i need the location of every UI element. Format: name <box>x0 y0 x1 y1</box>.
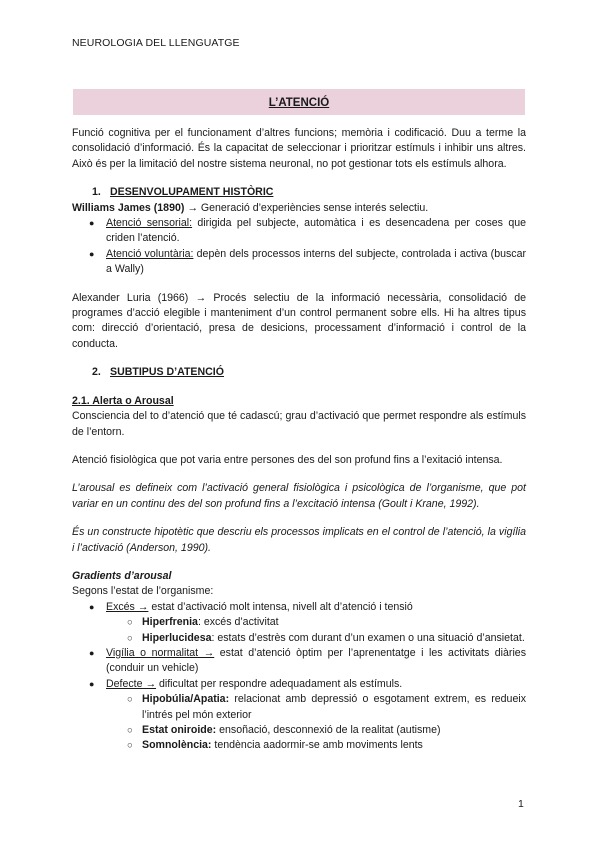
luria-paragraph: Alexander Luria (1966) → Procés selectiu de la informació necessària, consolidació de programes d’acció elegible i manteniment d’un control permanent sobre ells. Hi ha altres tipus com: direcció d’orientació, presa de desicions, processament d’informació i control de la conducta. <box>72 291 526 350</box>
circle-bullet-icon: ○ <box>127 725 133 736</box>
sub-term: Hiperlucidesa <box>142 631 212 644</box>
level-term: Defecte → <box>106 677 157 690</box>
content <box>72 126 526 754</box>
sub-list-item <box>72 738 526 753</box>
bullet-icon: ● <box>89 647 95 658</box>
quote-anderson: És un constructe hipotètic que descriu els processos implicats en el control de l’atenció, la vigília i l’activació (Anderson, 1990). <box>72 526 526 554</box>
page-title: L’ATENCIÓ <box>268 97 330 109</box>
sub-text: tendència aadormir-se amb moviments lents <box>211 739 423 752</box>
running-header: NEUROLOGIA DEL LLENGUATGE <box>72 37 240 49</box>
arousal-definition: Consciencia del to d’atenció que té cadascú; grau d’activació que permet respondre als estímuls de l’entorn. <box>72 410 526 438</box>
sub-list-item <box>72 615 526 630</box>
sub-term: Hipobúlia/Apatia: <box>142 693 230 706</box>
section-1-title: DESENVOLUPAMENT HISTÒRIC <box>110 186 274 199</box>
list-item <box>72 600 526 615</box>
section-1-number: 1. <box>92 186 101 199</box>
james-line <box>72 201 526 216</box>
bullet-icon: ● <box>89 601 95 612</box>
sub-text: : estats d’estrès com durant d’un examen o una situació d’ansietat. <box>211 631 525 644</box>
gradients-list <box>72 600 526 754</box>
intro-paragraph: Funció cognitiva per el funcionament d’altres funcions; memòria i codificació. Duu a terme la consolidació d’informació. És la capacitat de seleccionar i prioritzar estímuls i inhibir uns altres. Això és per la limitació del nostre sistema neuronal, no pot gestionar tots els estímuls alhora. <box>72 127 526 170</box>
james-text: → Generació d’experiències sense interés selectiu. <box>184 201 429 214</box>
arousal-physiological: Atenció fisiològica que pot varia entre persones des del son profund fins a l’exitació intensa. <box>72 453 503 466</box>
item-term: Atenció voluntària: <box>106 247 194 260</box>
level-term: Vigília o normalitat → <box>106 646 215 659</box>
sub-text: ensoñació, desconnexió de la realitat (autisme) <box>216 724 441 736</box>
sub-list-item <box>72 631 526 646</box>
level-text: estat d’activació molt intensa, nivell alt d’atenció i tensió <box>148 600 413 613</box>
sub-text: : excés d’activitat <box>197 616 279 629</box>
circle-bullet-icon: ○ <box>127 632 133 644</box>
title-banner <box>73 89 525 115</box>
list-item <box>72 216 526 247</box>
page-number: 1 <box>518 798 524 810</box>
level-term: Excés → <box>106 600 149 613</box>
gradients-title: Gradients d’arousal <box>72 569 172 582</box>
bullet-icon: ● <box>89 218 95 229</box>
item-text: depèn dels processos interns del subjecte, controlada i activa (buscar a Wally) <box>106 247 526 276</box>
section-1-heading <box>72 185 526 200</box>
sub-list-item <box>72 723 526 738</box>
item-text: dirigida pel subjecte, automàtica i es desencadena per coses que criden l’atenció. <box>106 217 526 245</box>
section-2-heading <box>72 365 526 380</box>
sub-term: Somnolència: <box>142 739 212 752</box>
quote-goult: L’arousal es defineix com l’activació general fisiològica i psicològica de l’organisme, que pot variar en un continu des del son profund fins a l’excitació intensa (Goult i Krane, 1992). <box>72 482 526 510</box>
attention-types-list <box>72 216 526 278</box>
gradients-intro: Segons l’estat de l’organisme: <box>72 585 214 598</box>
circle-bullet-icon: ○ <box>127 740 133 752</box>
sub-term: Hiperfrenia <box>142 616 198 629</box>
section-2-number: 2. <box>92 366 101 379</box>
james-author: Williams James (1890) <box>72 201 185 214</box>
circle-bullet-icon: ○ <box>127 694 133 706</box>
bullet-icon: ● <box>89 678 95 689</box>
circle-bullet-icon: ○ <box>127 617 133 629</box>
subsection-title: 2.1. Alerta o Arousal <box>72 394 174 407</box>
list-item <box>72 247 526 278</box>
list-item <box>72 677 526 692</box>
item-term: Atenció sensorial: <box>106 217 193 230</box>
sub-list-item <box>72 692 526 723</box>
level-text: estat d’atenció òptim per l’aprenentatge i les activitats diàries (conduir un vehicle) <box>106 646 526 675</box>
sub-text: relacionat amb depressió o esgotament extrem, es redueix l’intrés pel món exterior <box>142 693 526 721</box>
list-item <box>72 646 526 677</box>
sub-term: Estat oniroide: <box>142 724 217 736</box>
section-2-title: SUBTIPUS D’ATENCIÓ <box>110 366 224 379</box>
bullet-icon: ● <box>89 248 95 259</box>
level-text: dificultat per respondre adequadament als estímuls. <box>156 677 403 690</box>
